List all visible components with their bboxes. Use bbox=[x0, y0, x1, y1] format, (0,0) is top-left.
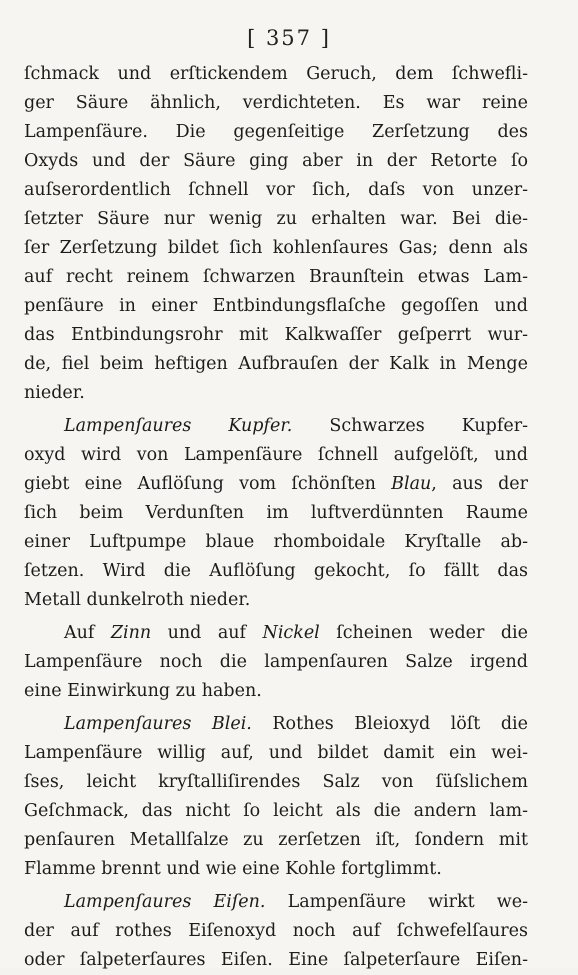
text-run: oxyd wird von Lampenſäure ſchnell aufgelöſt, und bbox=[24, 445, 528, 465]
text-line bbox=[24, 60, 528, 89]
text-line bbox=[24, 586, 528, 615]
text-line bbox=[24, 412, 528, 441]
page-number: [ 357 ] bbox=[247, 26, 331, 50]
text-line bbox=[24, 321, 528, 350]
text-line bbox=[24, 379, 528, 408]
text-line bbox=[24, 292, 528, 321]
italic-term: Blau bbox=[391, 474, 432, 494]
text-run: Lampenſäure willig auf, und bildet damit ein wei- bbox=[24, 743, 528, 763]
text-run: ſich beim Verdunſten im luftverdünnten Raume bbox=[24, 503, 528, 523]
text-run: Oxyds und der Säure ging aber in der Retorte ſo bbox=[24, 151, 528, 171]
text-line bbox=[24, 739, 528, 768]
text-line bbox=[24, 499, 528, 528]
italic-term: Nickel bbox=[262, 623, 320, 643]
text-run: Lampenſäure. Die gegenſeitige Zerſetzung des bbox=[24, 122, 528, 142]
italic-term: Lampenſaures Kupfer. bbox=[64, 416, 293, 436]
text-line bbox=[24, 441, 528, 470]
italic-term: Lampenſaures Eiſen. bbox=[64, 892, 266, 912]
text-line bbox=[24, 917, 528, 946]
text-line bbox=[24, 677, 528, 706]
paragraph bbox=[24, 619, 528, 706]
text-run: Auf bbox=[64, 623, 111, 643]
text-line bbox=[24, 648, 528, 677]
text-run: einer Luftpumpe blaue rhomboidale Kryſtalle ab- bbox=[24, 532, 528, 552]
text-run: Lampenſäure noch die lampenſauren Salze irgend bbox=[24, 652, 528, 672]
text-run: Lampenſäure wirkt we- bbox=[265, 892, 528, 912]
text-line bbox=[24, 528, 528, 557]
text-line bbox=[24, 234, 528, 263]
text-run: nieder. bbox=[24, 383, 85, 403]
text-run: eine Einwirkung zu haben. bbox=[24, 681, 262, 701]
text-run: de, fiel beim heftigen Aufbrauſen der Kalk in Menge bbox=[24, 354, 528, 374]
text-line bbox=[24, 470, 528, 499]
text-line bbox=[24, 350, 528, 379]
paragraph bbox=[24, 710, 528, 884]
text-run: und auf bbox=[151, 623, 263, 643]
text-run: der auf rothes Eiſenoxyd noch auf ſchwefelſaures bbox=[24, 921, 528, 941]
text-line bbox=[24, 147, 528, 176]
text-line bbox=[24, 89, 528, 118]
text-run: ſchmack und erſtickendem Geruch, dem ſchwefli- bbox=[24, 64, 528, 84]
paragraph bbox=[24, 888, 528, 975]
text-line bbox=[24, 205, 528, 234]
text-line bbox=[24, 619, 528, 648]
paragraph bbox=[24, 412, 528, 615]
text-run: ſetzter Säure nur wenig zu erhalten war. Bei die- bbox=[24, 209, 528, 229]
text-run: penſauren Metallſalze zu zerſetzen iſt, ſondern mit bbox=[24, 830, 528, 850]
paragraph bbox=[24, 60, 528, 408]
text-run: auſserordentlich ſchnell vor ſich, daſs von unzer- bbox=[24, 180, 528, 200]
text-run: ſses, leicht kryſtalliſirendes Salz von ſüſslichem bbox=[24, 772, 528, 792]
text-line bbox=[24, 797, 528, 826]
text-run: Schwarzes Kupfer- bbox=[292, 416, 528, 436]
text-run: penſäure in einer Entbindungsflaſche gegoſſen und bbox=[24, 296, 528, 316]
text-run: oder ſalpeterſaures Eiſen. Eine ſalpeterſaure Eiſen- bbox=[24, 950, 528, 970]
text-line bbox=[24, 768, 528, 797]
text-run: ſcheinen weder die bbox=[319, 623, 528, 643]
text-run: Rothes Bleioxyd löſt die bbox=[251, 714, 528, 734]
text-line bbox=[24, 557, 528, 586]
text-run: ſetzen. Wird die Auflöſung gekocht, ſo fällt das bbox=[24, 561, 528, 581]
text-run: Flamme brennt und wie eine Kohle fortglimmt. bbox=[24, 859, 442, 879]
text-line bbox=[24, 176, 528, 205]
text-line bbox=[24, 118, 528, 147]
text-run: auf recht reinem ſchwarzen Braunſtein etwas Lam- bbox=[24, 267, 528, 287]
text-line bbox=[24, 826, 528, 855]
text-run: Metall dunkelroth nieder. bbox=[24, 590, 251, 610]
text-run: Geſchmack, das nicht ſo leicht als die andern lam- bbox=[24, 801, 528, 821]
text-line bbox=[24, 710, 528, 739]
text-line bbox=[24, 888, 528, 917]
italic-term: Zinn bbox=[110, 623, 152, 643]
body-text bbox=[24, 60, 528, 975]
text-run: ſer Zerſetzung bildet ſich kohlenſaures Gas; denn als bbox=[24, 238, 528, 258]
text-line bbox=[24, 263, 528, 292]
italic-term: Lampenſaures Blei. bbox=[64, 714, 252, 734]
text-line bbox=[24, 946, 528, 975]
text-line bbox=[24, 855, 528, 884]
text-run: , aus der bbox=[431, 474, 528, 494]
text-run: das Entbindungsrohr mit Kalkwaſſer geſperrt wur- bbox=[24, 325, 528, 345]
text-run: giebt eine Auflöſung vom ſchönſten bbox=[24, 474, 392, 494]
text-run: ger Säure ähnlich, verdichteten. Es war reine bbox=[24, 93, 528, 113]
